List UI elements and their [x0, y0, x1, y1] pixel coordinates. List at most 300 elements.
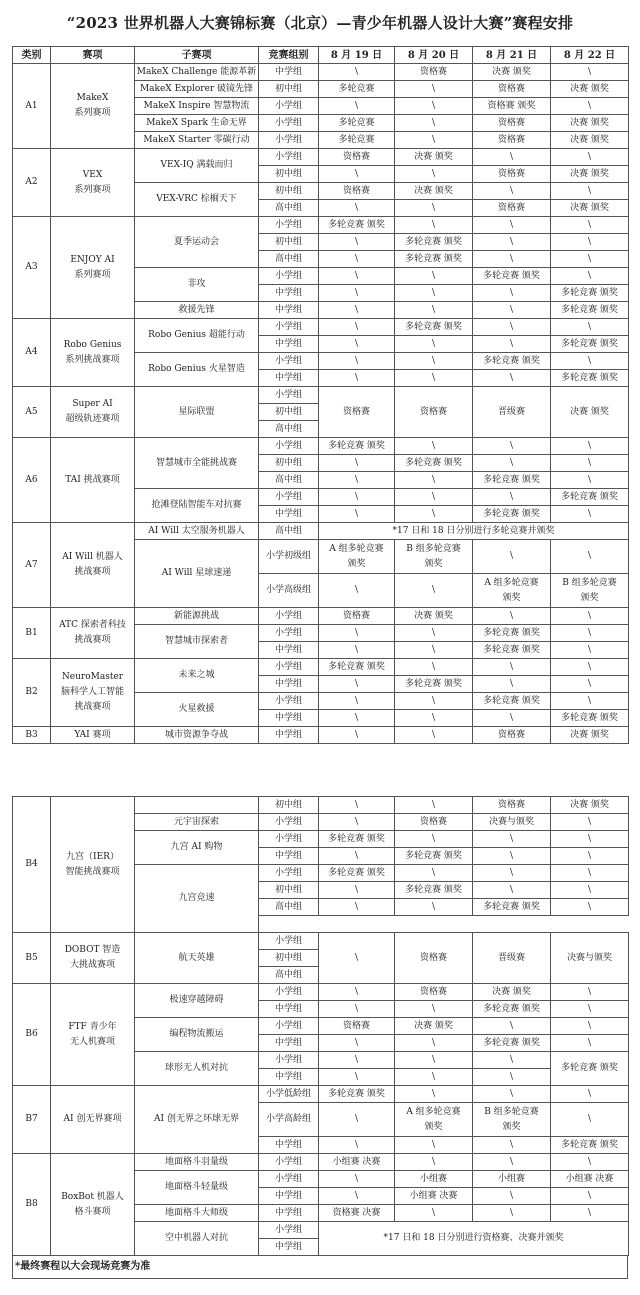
table-row	[13, 933, 629, 950]
table-cell: \	[319, 625, 395, 642]
table-cell: \	[319, 285, 395, 302]
table-cell: \	[551, 98, 629, 115]
table-cell: \	[473, 1205, 551, 1222]
table-cell: 小组赛 决赛	[319, 1154, 395, 1171]
table-cell: \	[319, 1035, 395, 1052]
table-cell: \	[473, 217, 551, 234]
table-cell: \	[551, 217, 629, 234]
table-cell: 多轮竞赛 颁奖	[551, 302, 629, 319]
table-cell: B5	[13, 933, 51, 984]
table-cell: \	[395, 285, 473, 302]
table-cell: \	[319, 984, 395, 1001]
table-cell: 小学组	[259, 1154, 319, 1171]
column-header: 8 月 20 日	[395, 47, 473, 64]
table-cell: 夏季运动会	[135, 217, 259, 268]
table-cell: 极速穿越障碍	[135, 984, 259, 1018]
table-cell: 资格赛	[319, 608, 395, 625]
table-cell: \	[551, 1018, 629, 1035]
table-cell: \	[473, 1137, 551, 1154]
table-cell: 多轮竞赛 颁奖	[473, 642, 551, 659]
table-cell: \	[319, 574, 395, 608]
table-cell: 多轮竞赛 颁奖	[473, 1001, 551, 1018]
table-cell: 小学组	[259, 608, 319, 625]
table-cell: 小学组	[259, 693, 319, 710]
table-cell: 决赛 颁奖	[551, 387, 629, 438]
table-cell: 星际联盟	[135, 387, 259, 438]
table-cell: \	[473, 882, 551, 899]
table-cell: A1	[13, 64, 51, 149]
table-cell: \	[319, 693, 395, 710]
table-cell: \	[473, 1188, 551, 1205]
table-cell: \	[319, 676, 395, 693]
table-cell: \	[395, 438, 473, 455]
table-cell: \	[395, 899, 473, 916]
table-cell: 决赛 颁奖	[551, 115, 629, 132]
table-cell: 晋级赛	[473, 387, 551, 438]
table-cell: MakeX 系列赛项	[51, 64, 135, 149]
table-cell: \	[551, 659, 629, 676]
table-cell: 多轮竞赛 颁奖	[551, 1052, 629, 1086]
table-cell: \	[551, 506, 629, 523]
table-cell: 小组赛	[395, 1171, 473, 1188]
table-cell: 中学组	[259, 1137, 319, 1154]
table-cell: \	[319, 319, 395, 336]
table-cell: 小学组	[259, 1052, 319, 1069]
table-cell: 多轮竞赛 颁奖	[551, 1137, 629, 1154]
table-cell: \	[319, 1171, 395, 1188]
column-header: 类别	[13, 47, 51, 64]
table-cell: \	[551, 831, 629, 848]
table-cell: \	[551, 319, 629, 336]
table-cell: 多轮竞赛 颁奖	[319, 831, 395, 848]
table-cell: \	[319, 848, 395, 865]
table-cell: \	[319, 370, 395, 387]
table-cell: Robo Genius 系列挑战赛项	[51, 319, 135, 387]
schedule-table-2	[12, 796, 629, 1256]
table-cell: TAI 挑战赛项	[51, 438, 135, 523]
table-cell: \	[395, 659, 473, 676]
table-cell: \	[473, 455, 551, 472]
table-cell: \	[551, 251, 629, 268]
table-cell: 初中组	[259, 797, 319, 814]
table-cell: 高中组	[259, 899, 319, 916]
table-cell: 中学组	[259, 1188, 319, 1205]
table-cell: \	[473, 608, 551, 625]
table-cell: A7	[13, 523, 51, 608]
table-cell: AI 创无界之环球无界	[135, 1086, 259, 1154]
table-cell: \	[551, 149, 629, 166]
table-cell: 多轮竞赛 颁奖	[395, 455, 473, 472]
table-cell: 小学组	[259, 625, 319, 642]
table-cell: \	[395, 472, 473, 489]
table-cell: 小学组	[259, 149, 319, 166]
table-row	[13, 984, 629, 1001]
table-cell: A 组多轮竞赛 颁奖	[395, 1103, 473, 1137]
table-cell: \	[473, 710, 551, 727]
table-cell: \	[319, 353, 395, 370]
table-cell: AI 创无界赛项	[51, 1086, 135, 1154]
table-cell: VEX-VRC 棕榈天下	[135, 183, 259, 217]
table-cell: 决赛与颁奖	[551, 933, 629, 984]
table-cell: 小学组	[259, 268, 319, 285]
table-cell: \	[551, 353, 629, 370]
table-cell: \	[319, 882, 395, 899]
table-cell: 资格赛	[319, 183, 395, 200]
table-cell: 高中组	[259, 421, 319, 438]
table-cell: 决赛 颁奖	[551, 797, 629, 814]
table-cell: \	[395, 693, 473, 710]
table-cell: \	[319, 814, 395, 831]
table-row	[13, 387, 629, 404]
table-cell: \	[551, 540, 629, 574]
table-cell: 资格赛 决赛	[319, 1205, 395, 1222]
table-cell: B4	[13, 797, 51, 933]
column-header: 子赛项	[135, 47, 259, 64]
table-cell: \	[473, 831, 551, 848]
table-cell: 多轮竞赛 颁奖	[551, 710, 629, 727]
table-cell: BoxBot 机器人 格斗赛项	[51, 1154, 135, 1256]
table-cell: 多轮竞赛 颁奖	[395, 234, 473, 251]
table-cell: 新能源挑战	[135, 608, 259, 625]
table-cell: 小学组	[259, 217, 319, 234]
table-cell: \	[395, 370, 473, 387]
table-cell: \	[319, 302, 395, 319]
table-cell: \	[551, 1205, 629, 1222]
table-cell: *17 日和 18 日分别进行资格赛、决赛并颁奖	[319, 1222, 629, 1256]
table-cell: \	[319, 336, 395, 353]
table-cell: 多轮竞赛 颁奖	[551, 370, 629, 387]
table-cell: \	[395, 200, 473, 217]
table-cell: 资格赛	[473, 797, 551, 814]
column-header: 8 月 19 日	[319, 47, 395, 64]
table-cell: \	[319, 933, 395, 984]
table-cell: 资格赛	[473, 200, 551, 217]
table-cell: \	[319, 1137, 395, 1154]
table-cell: 初中组	[259, 166, 319, 183]
table-cell: \	[551, 268, 629, 285]
table-cell: 小学组	[259, 132, 319, 149]
table-cell: \	[551, 865, 629, 882]
table-cell: \	[473, 302, 551, 319]
table-cell: 中学组	[259, 506, 319, 523]
table-cell: 小学组	[259, 1018, 319, 1035]
table-cell: \	[473, 1052, 551, 1069]
table-cell: 决赛 颁奖	[551, 727, 629, 744]
table-cell: 决赛 颁奖	[551, 132, 629, 149]
table-cell: \	[551, 472, 629, 489]
table-cell: \	[395, 489, 473, 506]
table-cell: A2	[13, 149, 51, 217]
table-cell: MakeX Inspire 智慧物流	[135, 98, 259, 115]
table-cell: 高中组	[259, 472, 319, 489]
table-cell: \	[551, 984, 629, 1001]
table-cell: \	[395, 336, 473, 353]
table-cell: 中学组	[259, 336, 319, 353]
table-cell: 多轮竞赛 颁奖	[395, 676, 473, 693]
table-cell: \	[473, 848, 551, 865]
table-cell: 救援先锋	[135, 302, 259, 319]
table-cell: \	[395, 1069, 473, 1086]
table-cell: B 组多轮竞赛 颁奖	[473, 1103, 551, 1137]
schedule-sheet-2	[12, 796, 628, 1279]
table-cell: \	[395, 302, 473, 319]
table-header-row	[13, 47, 629, 64]
table-cell: 中学组	[259, 1069, 319, 1086]
table-cell: 决赛 颁奖	[473, 64, 551, 81]
table-cell: 小学组	[259, 438, 319, 455]
table-cell: 多轮竞赛 颁奖	[473, 268, 551, 285]
table-cell: \	[319, 1188, 395, 1205]
table-cell: 未来之城	[135, 659, 259, 693]
table-cell: 小组赛	[473, 1171, 551, 1188]
table-cell: \	[395, 1035, 473, 1052]
table-cell: 小学组	[259, 1222, 319, 1239]
table-cell: \	[473, 659, 551, 676]
table-cell: VEX-IQ 满载而归	[135, 149, 259, 183]
table-cell: B6	[13, 984, 51, 1086]
table-cell: \	[319, 1052, 395, 1069]
table-cell: \	[395, 166, 473, 183]
table-cell: 小学组	[259, 1171, 319, 1188]
table-cell: \	[551, 64, 629, 81]
table-cell: 中学组	[259, 1205, 319, 1222]
table-cell: 多轮竞赛	[319, 132, 395, 149]
table-cell: \	[395, 217, 473, 234]
table-cell: \	[395, 625, 473, 642]
table-cell: 高中组	[259, 967, 319, 984]
table-cell: 资格赛	[473, 115, 551, 132]
table-cell: \	[551, 438, 629, 455]
table-cell: 多轮竞赛 颁奖	[473, 625, 551, 642]
table-cell: 中学组	[259, 848, 319, 865]
table-cell: \	[473, 149, 551, 166]
table-cell: 晋级赛	[473, 933, 551, 984]
table-cell: B2	[13, 659, 51, 727]
table-cell: \	[473, 285, 551, 302]
table-cell: 多轮竞赛 颁奖	[319, 865, 395, 882]
table-cell: 中学组	[259, 727, 319, 744]
table-cell: 中学组	[259, 1239, 319, 1256]
table-cell: 小学初级组	[259, 540, 319, 574]
table-cell: \	[395, 710, 473, 727]
table-cell: \	[473, 251, 551, 268]
table-cell: 决赛 颁奖	[473, 984, 551, 1001]
table-cell: 中学组	[259, 64, 319, 81]
table-cell: \	[395, 797, 473, 814]
table-cell: \	[551, 1154, 629, 1171]
table-cell: 资格赛	[319, 387, 395, 438]
table-cell: 多轮竞赛 颁奖	[473, 472, 551, 489]
table-cell: \	[319, 472, 395, 489]
table-cell: 空中机器人对抗	[135, 1222, 259, 1256]
table-cell: MakeX Starter 零碳行动	[135, 132, 259, 149]
table-cell: \	[551, 625, 629, 642]
table-cell: B 组多轮竞赛 颁奖	[551, 574, 629, 608]
table-cell: \	[551, 848, 629, 865]
table-cell: \	[551, 1035, 629, 1052]
table-cell: B 组多轮竞赛 颁奖	[395, 540, 473, 574]
table-cell: 资格赛	[473, 166, 551, 183]
table-cell: 小学组	[259, 98, 319, 115]
table-cell: \	[395, 831, 473, 848]
table-cell: 地面格斗羽量级	[135, 1154, 259, 1171]
table-cell: 九宫竞速	[135, 865, 259, 933]
table-cell: 多轮竞赛 颁奖	[395, 848, 473, 865]
table-cell: \	[551, 183, 629, 200]
table-cell: \	[473, 865, 551, 882]
table-cell: \	[395, 1137, 473, 1154]
table-cell: 高中组	[259, 523, 319, 540]
table-cell: 资格赛	[395, 933, 473, 984]
table-cell: 中学组	[259, 1035, 319, 1052]
table-cell: \	[319, 200, 395, 217]
table-cell: \	[551, 814, 629, 831]
table-cell: 多轮竞赛 颁奖	[473, 506, 551, 523]
table-cell: B7	[13, 1086, 51, 1154]
table-cell: 多轮竞赛 颁奖	[551, 285, 629, 302]
table-cell: 初中组	[259, 81, 319, 98]
table-cell: 初中组	[259, 183, 319, 200]
table-cell: \	[395, 1086, 473, 1103]
table-cell: 初中组	[259, 882, 319, 899]
table-cell: 资格赛	[473, 132, 551, 149]
table-row	[13, 149, 629, 166]
table-cell: \	[395, 268, 473, 285]
table-cell: 中学组	[259, 1001, 319, 1018]
table-cell: DOBOT 智造 大挑战赛项	[51, 933, 135, 984]
table-cell: FTF 青少年 无人机赛项	[51, 984, 135, 1086]
table-cell: \	[473, 183, 551, 200]
table-cell: 九宫（IER） 智能挑战赛项	[51, 797, 135, 933]
table-cell: NeuroMaster 脑科学人工智能 挑战赛项	[51, 659, 135, 727]
table-cell: \	[473, 1018, 551, 1035]
table-cell: 中学组	[259, 642, 319, 659]
table-cell: ENJOY AI 系列赛项	[51, 217, 135, 319]
table-cell: 决赛 颁奖	[395, 149, 473, 166]
table-row	[13, 64, 629, 81]
column-header: 8 月 22 日	[551, 47, 629, 64]
table-cell: \	[319, 268, 395, 285]
table-cell: 多轮竞赛 颁奖	[473, 1035, 551, 1052]
table-cell: 九宫 AI 购物	[135, 831, 259, 865]
table-cell: 抢滩登陆智能车对抗赛	[135, 489, 259, 523]
table-cell: 初中组	[259, 404, 319, 421]
table-cell: 小组赛 决赛	[551, 1171, 629, 1188]
table-cell: 多轮竞赛	[319, 81, 395, 98]
table-cell: \	[319, 727, 395, 744]
table-cell: \	[395, 98, 473, 115]
table-cell: \	[551, 693, 629, 710]
table-cell: \	[473, 1086, 551, 1103]
table-cell: \	[551, 608, 629, 625]
table-cell: 中学组	[259, 710, 319, 727]
table-cell: \	[473, 370, 551, 387]
table-row	[13, 438, 629, 455]
table-cell: 小学低龄组	[259, 1086, 319, 1103]
table-cell: 资格赛 颁奖	[473, 98, 551, 115]
table-cell: 初中组	[259, 950, 319, 967]
page-title: “2023 世界机器人大赛锦标赛（北京）—青少年机器人设计大赛”赛程安排	[66, 14, 574, 32]
table-cell: 多轮竞赛 颁奖	[551, 336, 629, 353]
table-cell: B1	[13, 608, 51, 659]
table-cell: 小学组	[259, 933, 319, 950]
table-cell: 智慧城市探索者	[135, 625, 259, 659]
schedule-table-1	[12, 46, 629, 744]
table-cell: 资格赛	[319, 1018, 395, 1035]
table-cell: ATC 探索者科技 挑战赛项	[51, 608, 135, 659]
table-cell: Robo Genius 火星智造	[135, 353, 259, 387]
table-cell: Robo Genius 超能行动	[135, 319, 259, 353]
table-cell: YAI 赛项	[51, 727, 135, 744]
table-cell: \	[319, 489, 395, 506]
table-cell: \	[319, 234, 395, 251]
table-cell: AI Will 机器人 挑战赛项	[51, 523, 135, 608]
table-cell: \	[551, 676, 629, 693]
table-cell: 小学组	[259, 353, 319, 370]
table-cell: \	[473, 540, 551, 574]
table-cell: 地面格斗轻量级	[135, 1171, 259, 1205]
table-row	[13, 727, 629, 744]
table-cell: \	[319, 1103, 395, 1137]
table-cell: \	[395, 1052, 473, 1069]
table-cell: 资格赛	[395, 814, 473, 831]
table-cell: 决赛 颁奖	[395, 1018, 473, 1035]
table-cell: \	[319, 642, 395, 659]
table-cell: 多轮竞赛 颁奖	[473, 353, 551, 370]
table-cell: AI Will 太空服务机器人	[135, 523, 259, 540]
table-cell: 智慧城市全能挑战赛	[135, 438, 259, 489]
table-cell: 元宇宙探索	[135, 814, 259, 831]
table-cell: 资格赛	[395, 984, 473, 1001]
table-cell: \	[395, 1154, 473, 1171]
table-cell: \	[473, 1069, 551, 1086]
table-cell: \	[473, 489, 551, 506]
table-cell: 资格赛	[395, 387, 473, 438]
table-cell: 小学组	[259, 319, 319, 336]
table-cell: \	[473, 676, 551, 693]
table-row	[13, 217, 629, 234]
table-cell: 小学组	[259, 659, 319, 676]
table-cell: 小学高龄组	[259, 1103, 319, 1137]
table-cell: 多轮竞赛 颁奖	[395, 882, 473, 899]
table-cell	[135, 797, 259, 814]
table-cell: \	[551, 455, 629, 472]
column-header: 8 月 21 日	[473, 47, 551, 64]
table-cell: 小学组	[259, 115, 319, 132]
table-cell: MakeX Explorer 破镜先锋	[135, 81, 259, 98]
table-cell: \	[319, 506, 395, 523]
table-cell: \	[319, 166, 395, 183]
table-cell: \	[473, 438, 551, 455]
table-row	[13, 608, 629, 625]
table-cell: 资格赛	[395, 64, 473, 81]
table-cell: 多轮竞赛 颁奖	[319, 217, 395, 234]
table-cell: \	[319, 797, 395, 814]
table-cell: 决赛 颁奖	[551, 200, 629, 217]
table-cell: A 组多轮竞赛 颁奖	[319, 540, 395, 574]
table-cell: \	[473, 336, 551, 353]
table-cell: \	[395, 727, 473, 744]
table-cell: 高中组	[259, 200, 319, 217]
table-cell: \	[319, 1069, 395, 1086]
table-cell: 中学组	[259, 285, 319, 302]
table-cell: 决赛与颁奖	[473, 814, 551, 831]
table-cell: \	[319, 899, 395, 916]
table-row	[13, 797, 629, 814]
table-cell: \	[395, 574, 473, 608]
table-cell: \	[551, 642, 629, 659]
table-cell: 初中组	[259, 234, 319, 251]
